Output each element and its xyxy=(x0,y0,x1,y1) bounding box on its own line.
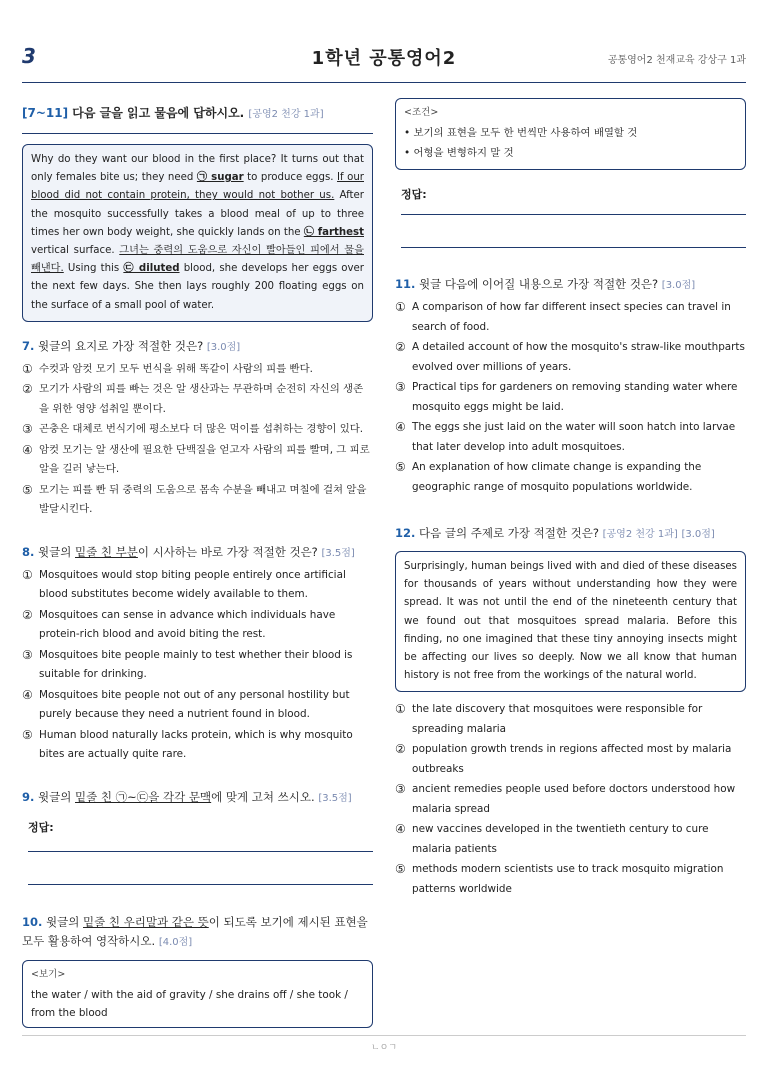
answer-line[interactable] xyxy=(401,247,746,248)
q11-options xyxy=(395,298,746,497)
question-points: [3.0점] xyxy=(661,280,696,291)
option[interactable] xyxy=(22,380,373,419)
passage-text: vertical surface. xyxy=(31,245,120,257)
passage-text: Using this xyxy=(63,263,124,275)
question-underline: 밑줄 친 ㉠~㉢을 각각 문맥 xyxy=(75,789,212,804)
answer-label: 정답: xyxy=(28,820,54,834)
option-marker: ② xyxy=(22,382,33,397)
marked-word-b: ㉡ farthest xyxy=(303,226,364,238)
group-instruction xyxy=(22,104,373,121)
option-marker: ② xyxy=(395,742,406,757)
q12-options xyxy=(395,700,746,899)
option-marker: ① xyxy=(22,567,33,582)
option-marker: ⑤ xyxy=(22,727,33,742)
answer-line[interactable] xyxy=(401,214,746,215)
question-number: 11. xyxy=(395,277,416,291)
passage-text: Surprisingly, human beings lived with and died of these diseases for thousands of years without understanding how they were spread. It was not until the end of the nineteenth century that we found out that mosquitoes spread malaria. Before this finding, no one imagined that these tiny annoying insects might be affecting our lives so deeply. Now we all know that human history is not free from the workings of the natural world. xyxy=(404,561,737,682)
option-text: 모기는 피를 빤 뒤 중력의 도움으로 몸속 수분을 빼내고 며칠에 걸쳐 알을 발달시킨다. xyxy=(39,483,367,516)
option[interactable] xyxy=(22,360,373,380)
question-underline: 밑줄 친 부분 xyxy=(75,544,138,559)
question-text: 이 되도록 보기에 제시된 표현을 모두 활용하여 영작하시오. xyxy=(22,914,368,948)
question-8 xyxy=(22,544,373,560)
option[interactable] xyxy=(395,458,746,497)
option[interactable] xyxy=(395,418,746,457)
left-column xyxy=(22,96,373,1028)
option-text: The eggs she just laid on the water will soon hatch into larvae that later develop into adult mosquitoes. xyxy=(412,421,736,453)
question-number: 9. xyxy=(22,789,35,804)
option[interactable] xyxy=(395,700,746,739)
option-text: the late discovery that mosquitoes were responsible for spreading malaria xyxy=(412,703,703,735)
option[interactable] xyxy=(395,740,746,779)
answer-label: 정답: xyxy=(401,188,427,201)
option[interactable] xyxy=(395,378,746,417)
option-marker: ⑤ xyxy=(395,862,406,877)
box-label: <조건> xyxy=(404,107,439,118)
question-9 xyxy=(22,789,373,805)
answer-line[interactable] xyxy=(28,851,373,852)
footer-text: ㄴㅇㄱ xyxy=(370,1043,398,1053)
conditions-box xyxy=(395,98,746,170)
right-column xyxy=(395,98,746,900)
question-7 xyxy=(22,338,373,354)
question-text: 윗글의 요지로 가장 적절한 것은? xyxy=(38,338,204,353)
option-text: methods modern scientists use to track mosquito migration patterns worldwide xyxy=(412,863,724,895)
header-divider xyxy=(22,82,746,83)
question-number: 8. xyxy=(22,544,35,559)
question-11 xyxy=(395,276,746,292)
option-marker: ④ xyxy=(22,687,33,702)
question-number: 7. xyxy=(22,338,35,353)
option-marker: ② xyxy=(395,340,406,354)
option-text: Human blood naturally lacks protein, which is why mosquito bites are actually quite rare. xyxy=(39,728,353,761)
question-text: 윗글의 xyxy=(38,789,76,804)
passage-text: After the mosquito successfully takes a blood meal of up to three times her own body weight, she quickly lands on the xyxy=(31,190,364,238)
option-text: new vaccines developed in the twentieth century to cure malaria patients xyxy=(412,823,709,855)
option[interactable] xyxy=(395,820,746,859)
passage-box xyxy=(22,144,373,322)
option-marker: ① xyxy=(395,300,406,314)
question-points: [3.0점] xyxy=(681,529,715,540)
group-source: [공영2 천강 1과] xyxy=(248,109,324,120)
passage-text: to produce eggs. xyxy=(243,172,338,184)
underlined-korean: 그녀는 중력의 도움으로 자신이 빨아들인 피에서 물을 빼낸다. xyxy=(31,245,364,275)
page-number: 3 xyxy=(22,44,36,68)
page-subtitle: 공통영어2 천재교육 강상구 1과 xyxy=(607,55,746,66)
option-marker: ③ xyxy=(395,380,406,394)
group-number: [7~11] xyxy=(22,106,69,120)
option-marker: ③ xyxy=(22,647,33,662)
option-text: Mosquitoes would stop biting people entirely once artificial blood substitutes become widely available to them. xyxy=(39,568,346,601)
option[interactable] xyxy=(395,860,746,899)
option[interactable] xyxy=(22,441,373,480)
question-points: [3.0점] xyxy=(206,341,241,353)
passage-box-2 xyxy=(395,551,746,692)
option-text: 암컷 모기는 알 생산에 필요한 단백질을 얻고자 사람의 피를 빨며, 그 피로 알을 길러 낳는다. xyxy=(39,443,370,476)
option-marker: ③ xyxy=(22,422,33,437)
question-12 xyxy=(395,525,746,541)
option-text: An explanation of how climate change is expanding the geographic range of mosquito populations worldwide. xyxy=(412,461,702,493)
option[interactable] xyxy=(22,646,373,685)
option-text: ancient remedies people used before doctors understood how malaria spread xyxy=(412,783,736,815)
option[interactable] xyxy=(395,780,746,819)
condition-item: • 어형을 변형하지 말 것 xyxy=(404,144,737,162)
option[interactable] xyxy=(22,481,373,520)
marked-word-a: ㉠ sugar xyxy=(196,172,244,184)
q7-options xyxy=(22,360,373,520)
question-underline: 밑줄 친 우리말과 같은 뜻 xyxy=(83,914,209,929)
condition-item: • 보기의 표현을 모두 한 번씩만 사용하여 배열할 것 xyxy=(404,124,737,142)
passage-text: Why do they want our blood in the first place? It turns out that only females bite us; they need xyxy=(31,154,364,184)
question-text: 윗글의 xyxy=(46,914,84,929)
question-text: 에 맞게 고쳐 쓰시오. xyxy=(211,789,315,804)
option-text: population growth trends in regions affected most by malaria outbreaks xyxy=(412,743,732,775)
question-text: 윗글 다음에 이어질 내용으로 가장 적절한 것은? xyxy=(419,277,659,291)
option[interactable] xyxy=(22,566,373,605)
marked-word-c: ㉢ diluted xyxy=(123,263,180,275)
answer-line[interactable] xyxy=(28,884,373,885)
question-number: 12. xyxy=(395,526,416,540)
box-text: the water / with the aid of gravity / she drains off / she took / from the blood xyxy=(31,988,348,1019)
question-points: [3.5점] xyxy=(318,792,352,804)
question-text: 윗글의 xyxy=(38,544,76,559)
option-marker: ① xyxy=(395,702,406,717)
option-text: 모기가 사람의 피를 빠는 것은 알 생산과는 무관하며 순전히 자신의 생존을 위한 영양 섭취일 뿐이다. xyxy=(39,383,364,415)
option-marker: ① xyxy=(22,361,33,376)
option-marker: ⑤ xyxy=(22,482,33,497)
option[interactable] xyxy=(22,420,373,440)
option-text: A detailed account of how the mosquito's straw-like mouthparts evolved over millions of years. xyxy=(412,341,745,373)
question-source: [공영2 천강 1과] xyxy=(602,529,678,540)
option-marker: ④ xyxy=(395,420,406,434)
option-text: 곤충은 대체로 번식기에 평소보다 더 많은 먹이를 섭취하는 경향이 있다. xyxy=(39,423,364,436)
option-marker: ④ xyxy=(395,822,406,837)
question-text: 이 시사하는 바로 가장 적절한 것은? xyxy=(137,544,318,559)
option-text: Practical tips for gardeners on removing standing water where mosquito eggs might be laid. xyxy=(412,381,738,413)
option[interactable] xyxy=(395,298,746,337)
option[interactable] xyxy=(395,338,746,377)
option-marker: ② xyxy=(22,607,33,622)
question-points: [4.0점] xyxy=(158,936,193,948)
question-text: 다음 글의 주제로 가장 적절한 것은? xyxy=(419,526,599,540)
page-title: 1학년 공통영어2 xyxy=(311,48,457,69)
option-text: Mosquitoes bite people mainly to test whether their blood is suitable for drinking. xyxy=(39,648,353,681)
question-10 xyxy=(22,913,373,952)
option-text: Mosquitoes bite people not out of any personal hostility but purely because they need a nutrient found in blood. xyxy=(39,688,350,721)
question-points: [3.5점] xyxy=(321,547,355,559)
option-marker: ④ xyxy=(22,442,33,457)
footer-divider xyxy=(22,1035,746,1036)
option-text: A comparison of how far different insect species can travel in search of food. xyxy=(412,301,731,333)
underlined-sentence: If our blood did not contain protein, they would not bother us. xyxy=(31,172,364,202)
option-text: Mosquitoes can sense in advance which individuals have protein-rich blood and avoid biting the rest. xyxy=(39,608,336,641)
group-divider xyxy=(22,133,373,134)
option[interactable] xyxy=(22,686,373,725)
q8-options xyxy=(22,566,373,765)
group-text: 다음 글을 읽고 물음에 답하시오. xyxy=(72,106,245,120)
question-number: 10. xyxy=(22,914,43,929)
option-text: 수컷과 암컷 모기 모두 번식을 위해 똑같이 사람의 피를 빤다. xyxy=(39,362,313,375)
option[interactable] xyxy=(22,606,373,645)
option-marker: ③ xyxy=(395,782,406,797)
example-box xyxy=(22,960,373,1028)
option[interactable] xyxy=(22,726,373,765)
box-label: <보기> xyxy=(31,968,66,980)
option-marker: ⑤ xyxy=(395,460,406,474)
passage-text: blood, she develops her eggs over the next few days. She then lays roughly 200 floating eggs on the surface of a small pool of water. xyxy=(31,263,364,311)
